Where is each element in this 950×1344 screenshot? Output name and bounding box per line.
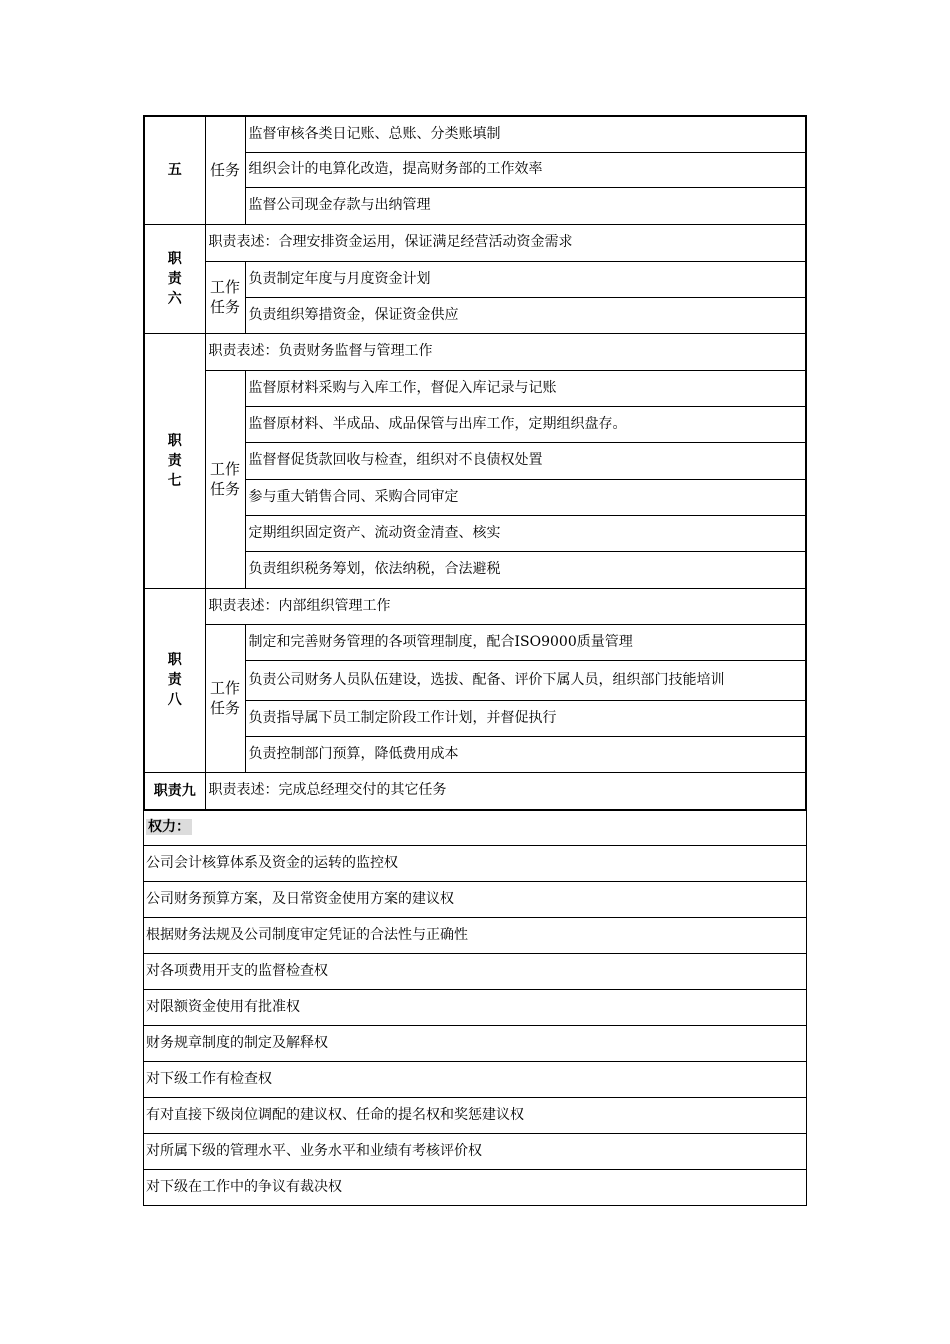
power-item: 公司会计核算体系及资金的运转的监控权: [144, 846, 807, 882]
duty-seven-task: 监督督促货款回收与检查，组织对不良债权处置: [245, 442, 806, 479]
duty-eight-task: 制定和完善财务管理的各项管理制度，配合ISO9000质量管理: [245, 624, 806, 660]
duty-five-task: 组织会计的电算化改造，提高财务部的工作效率: [245, 152, 806, 187]
power-item: 对所属下级的管理水平、业务水平和业绩有考核评价权: [144, 1134, 807, 1170]
power-item: 公司财务预算方案，及日常资金使用方案的建议权: [144, 882, 807, 918]
power-item-row: [144, 1062, 807, 1098]
duty-seven-task-label: 工作 任务: [205, 370, 245, 588]
duty-seven-task: 负责组织税务筹划，依法纳税，合法避税: [245, 551, 806, 588]
power-item-row: [144, 1026, 807, 1062]
duty-seven-task: 参与重大销售合同、采购合同审定: [245, 479, 806, 515]
power-item-row: [144, 1098, 807, 1134]
duty-nine-label: 职责九: [144, 772, 205, 809]
duty-seven-task: 定期组织固定资产、流动资金清查、核实: [245, 515, 806, 551]
duty-five-task: 监督审核各类日记账、总账、分类账填制: [245, 116, 806, 152]
duty-six-task: 负责组织筹措资金，保证资金供应: [245, 297, 806, 333]
power-item-row: [144, 918, 807, 954]
duty-seven-task-row: [144, 370, 806, 406]
powers-title: 权力：: [144, 810, 807, 846]
powers-title-row: [144, 810, 807, 846]
duty-seven-desc-row: [144, 333, 806, 370]
duty-seven-task: 监督原材料采购与入库工作，督促入库记录与记账: [245, 370, 806, 406]
duty-six-desc: 职责表述：合理安排资金运用，保证满足经营活动资金需求: [205, 224, 806, 261]
duty-seven-task: 监督原材料、半成品、成品保管与出库工作，定期组织盘存。: [245, 406, 806, 442]
power-item-row: [144, 954, 807, 990]
duties-table: [143, 115, 807, 810]
power-item: 财务规章制度的制定及解释权: [144, 1026, 807, 1062]
duty-eight-task-label: 工作 任务: [205, 624, 245, 772]
duty-eight-task-row: [144, 624, 806, 660]
duty-seven-label: 职 责 七: [144, 333, 205, 588]
duty-eight-task: 负责公司财务人员队伍建设，选拔、配备、评价下属人员，组织部门技能培训: [245, 660, 806, 700]
duty-five-label: 五: [144, 116, 205, 224]
duty-eight-label: 职 责 八: [144, 588, 205, 772]
duty-eight-desc: 职责表述：内部组织管理工作: [205, 588, 806, 624]
power-item-row: [144, 1134, 807, 1170]
duty-five-task-label: 任务: [205, 116, 245, 224]
duty-six-task-row: [144, 261, 806, 297]
duty-six-task: 负责制定年度与月度资金计划: [245, 261, 806, 297]
power-item: 对各项费用开支的监督检查权: [144, 954, 807, 990]
power-item-row: [144, 846, 807, 882]
responsibility-sheet: [143, 115, 807, 1206]
duty-nine-desc: 职责表述：完成总经理交付的其它任务: [205, 772, 806, 809]
power-item-row: [144, 882, 807, 918]
duty-eight-task: 负责指导属下员工制定阶段工作计划，并督促执行: [245, 700, 806, 736]
power-item: 根据财务法规及公司制度审定凭证的合法性与正确性: [144, 918, 807, 954]
power-item: 对限额资金使用有批准权: [144, 990, 807, 1026]
duty-six-label: 职 责 六: [144, 224, 205, 333]
duty-nine-row: [144, 772, 806, 809]
power-item: 对下级工作有检查权: [144, 1062, 807, 1098]
power-item-row: [144, 1170, 807, 1206]
power-item: 有对直接下级岗位调配的建议权、任命的提名权和奖惩建议权: [144, 1098, 807, 1134]
duty-eight-task: 负责控制部门预算，降低费用成本: [245, 736, 806, 772]
power-item: 对下级在工作中的争议有裁决权: [144, 1170, 807, 1206]
duty-six-task-label: 工作 任务: [205, 261, 245, 333]
power-item-row: [144, 990, 807, 1026]
duty-eight-desc-row: [144, 588, 806, 624]
duty-seven-desc: 职责表述：负责财务监督与管理工作: [205, 333, 806, 370]
duty-five-task-row: [144, 116, 806, 152]
powers-table: [143, 809, 807, 1207]
duty-five-task: 监督公司现金存款与出纳管理: [245, 187, 806, 224]
duty-six-desc-row: [144, 224, 806, 261]
